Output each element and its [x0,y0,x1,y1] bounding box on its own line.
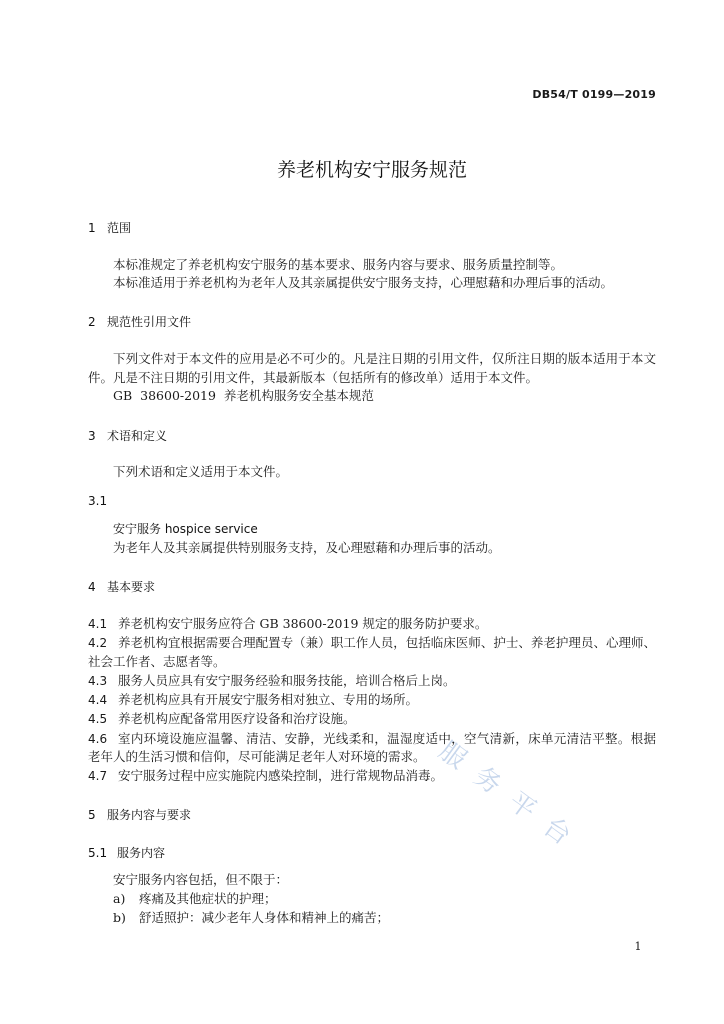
paragraph-line: 下列术语和定义适用于本文件。 [113,464,289,479]
clause-4-4 [88,691,418,709]
clause-4-5 [88,710,356,728]
section-number: 4 [88,580,96,594]
clause-4-2 [88,634,656,652]
clause-4-3 [88,672,456,690]
section-title: 规范性引用文件 [107,315,192,329]
term-definition: 为老年人及其亲属提供特别服务支持，及心理慰藉和办理后事的活动。 [113,540,501,555]
page-number: 1 [634,940,642,953]
list-item [113,909,389,927]
list-item-label: b) [113,910,126,925]
watermark: 服务平台 [433,735,590,862]
clause-number: 4.3 [88,674,108,688]
section-3-heading [88,427,167,445]
clause-4-1 [88,615,487,633]
subsection-title: 服务内容 [117,846,166,860]
term-name: 安宁服务 hospice service [113,522,258,536]
list-item-text: 疼痛及其他症状的护理； [139,891,277,906]
clause-text-continuation: 社会工作者、志愿者等。 [88,654,226,669]
subsection-number: 5.1 [88,846,108,860]
clause-number: 4.4 [88,693,108,707]
subsection-5-1-heading [88,844,165,862]
document-title: 养老机构安宁服务规范 [276,159,467,181]
list-item [113,890,277,908]
paragraph-line: 本标准适用于养老机构为老年人及其亲属提供安宁服务支持，心理慰藉和办理后事的活动。 [113,275,614,290]
section-title: 服务内容与要求 [107,808,192,822]
clause-text: 服务人员应具有安宁服务经验和服务技能，培训合格后上岗。 [118,673,456,688]
section-1-heading [88,219,131,237]
section-title: 术语和定义 [107,429,168,443]
clause-text: 养老机构宜根据需要合理配置专（兼）职工作人员，包括临床医师、护士、养老护理员、心理师、 [118,635,656,650]
clause-text: 室内环境设施应温馨、清洁、安静，光线柔和，温湿度适中，空气清新，床单元清洁平整。根据 [118,731,656,746]
paragraph-line [113,350,656,368]
clause-4-7 [88,767,443,785]
section-number: 1 [88,221,96,235]
paragraph-line-text: 下列文件对于本文件的应用是必不可少的。凡是注日期的引用文件，仅所注日期的版本适用于本文 [113,351,656,366]
section-4-heading [88,578,155,596]
section-number: 5 [88,808,96,822]
section-2-heading [88,313,191,331]
clause-number: 4.6 [88,732,108,746]
section-title: 基本要求 [107,580,156,594]
clause-number: 4.1 [88,617,108,631]
list-item-text: 舒适照护：减少老年人身体和精神上的痛苦； [139,910,390,925]
section-5-heading [88,806,191,824]
list-item-label: a) [113,891,126,906]
clause-number: 4.2 [88,636,108,650]
paragraph-line: 安宁服务内容包括，但不限于： [113,872,289,887]
section-title: 范围 [107,221,132,235]
clause-text: 养老机构安宁服务应符合 GB 38600-2019 规定的服务防护要求。 [118,616,488,631]
paragraph-line: 件。凡是不注日期的引用文件，其最新版本（包括所有的修改单）适用于本文件。 [88,370,539,385]
clause-number: 4.7 [88,769,108,783]
term-number: 3.1 [88,494,108,508]
clause-text: 养老机构应具有开展安宁服务相对独立、专用的场所。 [118,692,419,707]
clause-text: 养老机构应配备常用医疗设备和治疗设施。 [118,711,356,726]
clause-number: 4.5 [88,712,108,726]
section-number: 2 [88,315,96,329]
paragraph-line: 本标准规定了养老机构安宁服务的基本要求、服务内容与要求、服务质量控制等。 [113,257,564,272]
normative-reference: GB 38600-2019 养老机构服务安全基本规范 [113,388,374,403]
document-code: DB54/T 0199—2019 [532,88,656,101]
section-number: 3 [88,429,96,443]
clause-text-continuation: 老年人的生活习惯和信仰，尽可能满足老年人对环境的需求。 [88,749,426,764]
clause-text: 安宁服务过程中应实施院内感染控制，进行常规物品消毒。 [118,768,444,783]
clause-4-6 [88,730,656,748]
